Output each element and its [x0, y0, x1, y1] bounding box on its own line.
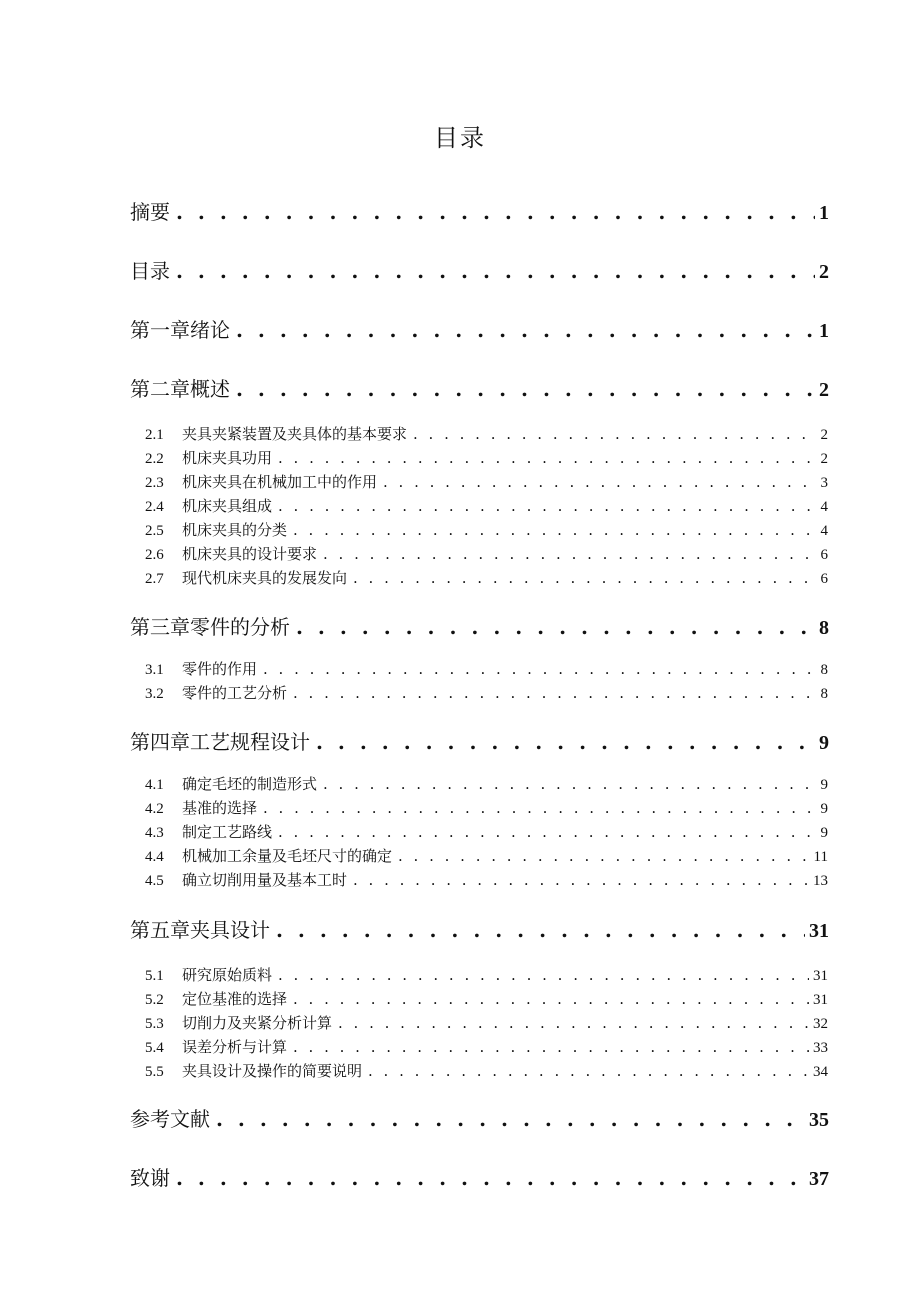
toc-title: 目录 — [434, 124, 486, 152]
toc-entry-page-number: 9 — [820, 777, 828, 793]
toc-entry[interactable] — [145, 870, 828, 890]
toc-entry[interactable] — [130, 613, 829, 641]
toc-entry-label: 零件的作用 — [182, 660, 258, 678]
toc-entry[interactable] — [145, 568, 828, 588]
toc-entry[interactable] — [130, 198, 829, 226]
toc-entry-number: 3.2 — [145, 686, 164, 702]
toc-entry-number: 2.1 — [145, 427, 164, 443]
toc-entry-label: 摘要 — [130, 200, 170, 224]
toc-entry[interactable] — [145, 520, 828, 540]
toc-dot-leader — [293, 1037, 809, 1057]
toc-entry[interactable] — [145, 448, 828, 468]
toc-entry-label: 机械加工余量及毛坯尺寸的确定 — [182, 847, 393, 865]
toc-entry-number: 2.7 — [145, 571, 164, 587]
toc-entry-label: 致谢 — [130, 1166, 170, 1190]
toc-entry-label: 确定毛坯的制造形式 — [182, 775, 318, 793]
toc-entry[interactable] — [145, 846, 828, 866]
toc-dot-leader — [276, 916, 805, 944]
toc-dot-leader — [323, 544, 816, 564]
toc-entry-page-number: 1 — [819, 202, 829, 224]
toc-entry[interactable] — [130, 728, 829, 756]
toc-entry-label: 零件的工艺分析 — [182, 684, 288, 702]
toc-entry-number: 4.4 — [145, 849, 164, 865]
toc-entry-label: 误差分析与计算 — [182, 1038, 288, 1056]
toc-dot-leader — [216, 1105, 805, 1133]
toc-entry-label: 机床夹具的分类 — [182, 521, 288, 539]
toc-entry-number: 4.1 — [145, 777, 164, 793]
toc-entry-page-number: 37 — [809, 1168, 829, 1190]
toc-dot-leader — [176, 198, 815, 226]
toc-entry-number: 5.5 — [145, 1064, 164, 1080]
toc-entry-label: 第一章绪论 — [130, 318, 230, 342]
toc-dot-leader — [353, 568, 816, 588]
toc-dot-leader — [263, 798, 816, 818]
toc-entry-label: 定位基准的选择 — [182, 990, 288, 1008]
toc-entry[interactable] — [145, 496, 828, 516]
toc-entry-page-number: 33 — [813, 1040, 828, 1056]
toc-entry-label: 参考文献 — [130, 1107, 210, 1131]
toc-dot-leader — [278, 822, 816, 842]
toc-entry-page-number: 2 — [820, 451, 828, 467]
toc-entry-number: 3.1 — [145, 662, 164, 678]
toc-entry-page-number: 34 — [813, 1064, 828, 1080]
toc-entry[interactable] — [145, 1061, 828, 1081]
toc-entry-number: 2.6 — [145, 547, 164, 563]
toc-dot-leader — [353, 870, 809, 890]
toc-entry-page-number: 3 — [820, 475, 828, 491]
toc-dot-leader — [176, 257, 815, 285]
toc-entry-page-number: 6 — [820, 547, 828, 563]
toc-entry-page-number: 9 — [820, 825, 828, 841]
toc-dot-leader — [293, 520, 816, 540]
toc-entry-label: 机床夹具在机械加工中的作用 — [182, 473, 378, 491]
toc-dot-leader — [368, 1061, 809, 1081]
toc-entry-label: 制定工艺路线 — [182, 823, 273, 841]
toc-dot-leader — [278, 496, 816, 516]
toc-entry-page-number: 31 — [809, 920, 829, 942]
toc-entry-label: 机床夹具功用 — [182, 449, 273, 467]
toc-entry-page-number: 2 — [820, 427, 828, 443]
toc-entry[interactable] — [130, 916, 829, 944]
toc-entry[interactable] — [145, 659, 828, 679]
toc-dot-leader — [236, 316, 815, 344]
toc-entry-label: 第四章工艺规程设计 — [130, 730, 310, 754]
toc-entry-number: 4.5 — [145, 873, 164, 889]
toc-entry-page-number: 9 — [819, 732, 829, 754]
toc-entry-label: 确立切削用量及基本工时 — [182, 871, 348, 889]
toc-entry[interactable] — [145, 1037, 828, 1057]
toc-entry-label: 夹具设计及操作的简要说明 — [182, 1062, 363, 1080]
toc-entry-number: 5.2 — [145, 992, 164, 1008]
toc-entry-number: 2.2 — [145, 451, 164, 467]
toc-entry-page-number: 11 — [813, 849, 828, 865]
toc-dot-leader — [398, 846, 810, 866]
toc-entry-label: 研究原始质料 — [182, 966, 273, 984]
toc-entry-label: 机床夹具的设计要求 — [182, 545, 318, 563]
toc-entry[interactable] — [145, 822, 828, 842]
toc-entry-number: 2.3 — [145, 475, 164, 491]
toc-entry-label: 机床夹具组成 — [182, 497, 273, 515]
toc-entry-label: 第三章零件的分析 — [130, 615, 290, 639]
toc-entry[interactable] — [145, 1013, 828, 1033]
toc-entry-page-number: 8 — [820, 662, 828, 678]
toc-dot-leader — [293, 683, 816, 703]
toc-entry-label: 切削力及夹紧分析计算 — [182, 1014, 333, 1032]
toc-dot-leader — [236, 375, 815, 403]
toc-entry-page-number: 9 — [820, 801, 828, 817]
toc-dot-leader — [383, 472, 816, 492]
toc-entry[interactable] — [145, 989, 828, 1009]
toc-entry[interactable] — [145, 544, 828, 564]
toc-entry-page-number: 4 — [820, 499, 828, 515]
toc-entry-label: 现代机床夹具的发展发向 — [182, 569, 348, 587]
toc-dot-leader — [316, 728, 815, 756]
toc-entry-page-number: 4 — [820, 523, 828, 539]
toc-entry-number: 2.4 — [145, 499, 164, 515]
toc-dot-leader — [413, 424, 816, 444]
toc-entry[interactable] — [130, 1105, 829, 1133]
toc-entry[interactable] — [145, 472, 828, 492]
toc-entry[interactable] — [130, 257, 829, 285]
toc-entry[interactable] — [130, 1164, 829, 1192]
toc-entry[interactable] — [145, 424, 828, 444]
toc-dot-leader — [293, 989, 809, 1009]
toc-entry-number: 5.4 — [145, 1040, 164, 1056]
toc-entry-label: 目录 — [130, 259, 170, 283]
toc-dot-leader — [263, 659, 816, 679]
toc-dot-leader — [338, 1013, 809, 1033]
toc-entry-label: 第五章夹具设计 — [130, 918, 270, 942]
toc-entry-label: 夹具夹紧装置及夹具体的基本要求 — [182, 425, 408, 443]
toc-entry-page-number: 2 — [819, 261, 829, 283]
toc-entry-number: 5.3 — [145, 1016, 164, 1032]
toc-entry-page-number: 6 — [820, 571, 828, 587]
toc-entry-number: 4.2 — [145, 801, 164, 817]
toc-entry-label: 第二章概述 — [130, 377, 230, 401]
toc-entry-page-number: 35 — [809, 1109, 829, 1131]
toc-entry[interactable] — [130, 375, 829, 403]
toc-entry-page-number: 31 — [813, 968, 828, 984]
toc-entry-page-number: 31 — [813, 992, 828, 1008]
toc-entry-number: 4.3 — [145, 825, 164, 841]
toc-dot-leader — [278, 448, 816, 468]
toc-entry[interactable] — [145, 965, 828, 985]
toc-entry-page-number: 2 — [819, 379, 829, 401]
toc-dot-leader — [323, 774, 816, 794]
toc-entry-number: 5.1 — [145, 968, 164, 984]
toc-dot-leader — [296, 613, 815, 641]
toc-entry-page-number: 1 — [819, 320, 829, 342]
toc-dot-leader — [278, 965, 809, 985]
toc-entry-page-number: 32 — [813, 1016, 828, 1032]
toc-entry-number: 2.5 — [145, 523, 164, 539]
toc-entry-page-number: 8 — [820, 686, 828, 702]
toc-entry[interactable] — [130, 316, 829, 344]
toc-entry-page-number: 13 — [813, 873, 828, 889]
toc-entry[interactable] — [145, 774, 828, 794]
toc-entry-page-number: 8 — [819, 617, 829, 639]
toc-dot-leader — [176, 1164, 805, 1192]
toc-entry-label: 基准的选择 — [182, 799, 258, 817]
toc-entry[interactable] — [145, 683, 828, 703]
toc-entry[interactable] — [145, 798, 828, 818]
